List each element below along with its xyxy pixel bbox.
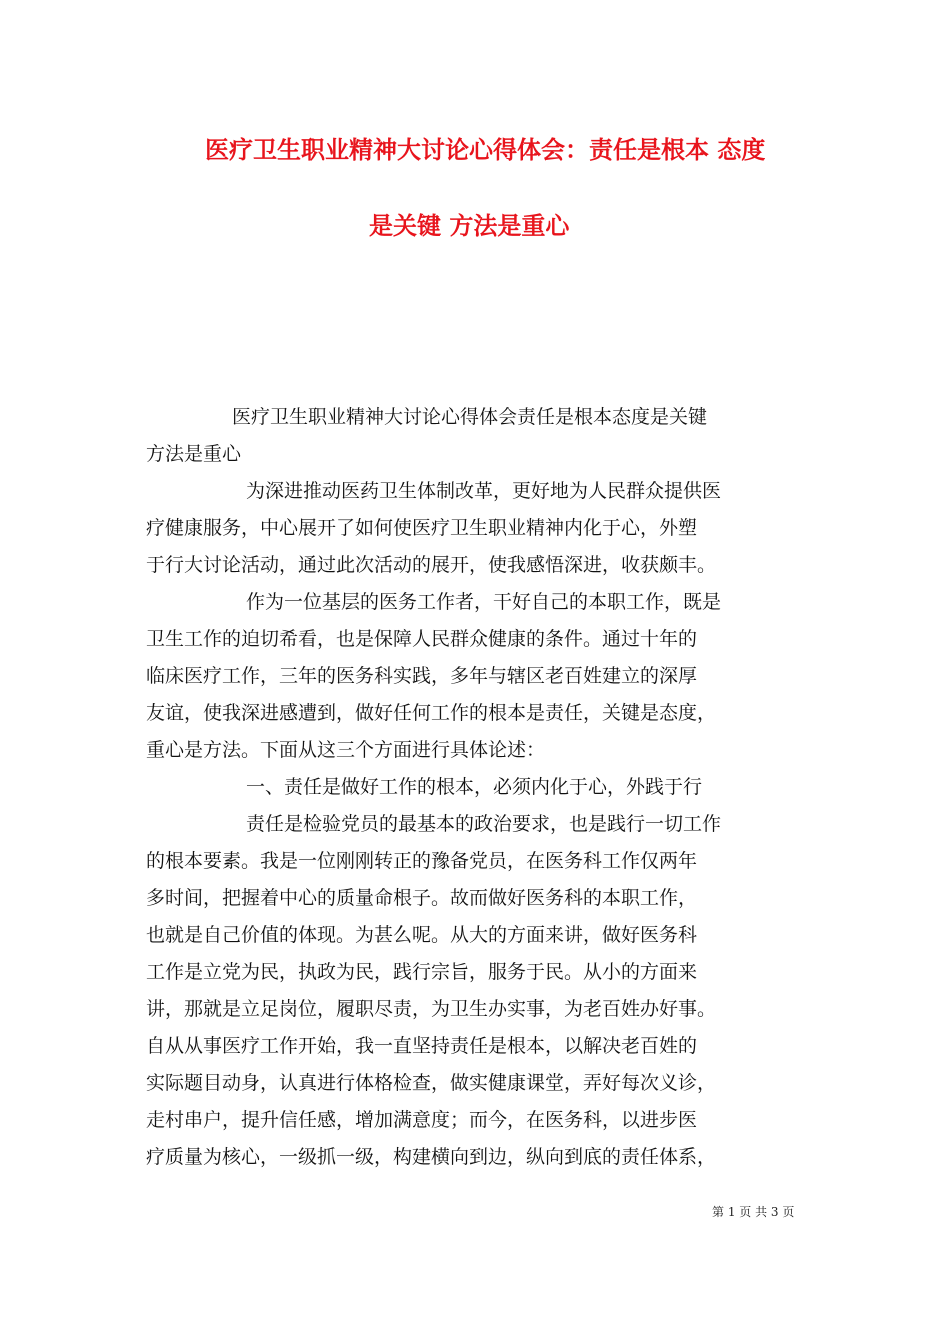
body-line: 医疗卫生职业精神大讨论心得体会责任是根本态度是关键 [232,406,708,428]
page-number-footer: 第 1 页 共 3 页 [712,1205,795,1219]
body-line: 临床医疗工作，三年的医务科实践，多年与辖区老百姓建立的深厚 [146,665,698,687]
body-line: 疗健康服务，中心展开了如何使医疗卫生职业精神内化于心，外塑 [146,517,698,539]
document-title-line-1: 医疗卫生职业精神大讨论心得体会：责任是根本 态度 [205,136,766,164]
body-line: 走村串户，提升信任感，增加满意度；而今，在医务科，以进步医 [146,1109,698,1131]
body-line: 疗质量为核心，一级抓一级，构建横向到边，纵向到底的责任体系， [146,1146,717,1168]
body-line: 方法是重心 [146,443,242,465]
body-line: 重心是方法。下面从这三个方面进行具体论述： [146,739,546,761]
body-line: 于行大讨论活动，通过此次活动的展开，使我感悟深进，收获颇丰。 [146,554,717,576]
body-line: 也就是自己价值的体现。为甚么呢。从大的方面来讲，做好医务科 [146,924,698,946]
body-line: 多时间，把握着中心的质量命根子。故而做好医务科的本职工作， [146,887,698,909]
body-line: 为深进推动医药卫生体制改革，更好地为人民群众提供医 [246,480,722,502]
body-line: 卫生工作的迫切希看，也是保障人民群众健康的条件。通过十年的 [146,628,698,650]
body-line: 讲，那就是立足岗位，履职尽责，为卫生办实事，为老百姓办好事。 [146,998,717,1020]
body-line: 作为一位基层的医务工作者，干好自己的本职工作，既是 [246,591,722,613]
body-line: 友谊，使我深进感遭到，做好任何工作的根本是责任，关键是态度， [146,702,717,724]
body-line: 责任是检验党员的最基本的政治要求，也是践行一切工作 [246,813,722,835]
document-title-line-2: 是关键 方法是重心 [369,212,570,240]
body-line: 自从从事医疗工作开始，我一直坚持责任是根本，以解决老百姓的 [146,1035,698,1057]
body-line: 的根本要素。我是一位刚刚转正的豫备党员，在医务科工作仅两年 [146,850,698,872]
body-line: 工作是立党为民，执政为民，践行宗旨，服务于民。从小的方面来 [146,961,698,983]
body-line: 实际题目动身，认真进行体格检查，做实健康课堂，弄好每次义诊， [146,1072,717,1094]
section-heading: 一、责任是做好工作的根本，必须内化于心，外践于行 [246,776,703,798]
